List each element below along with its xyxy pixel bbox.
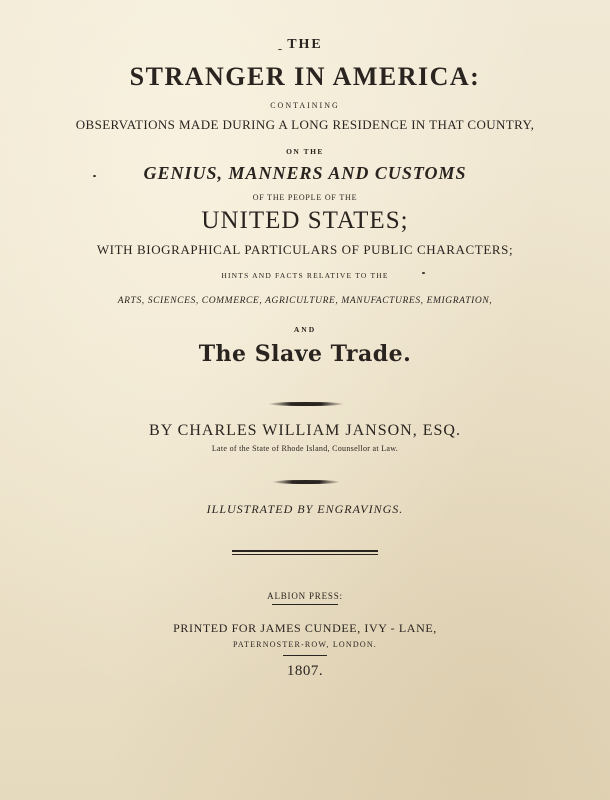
subtitle-biographical: WITH BIOGRAPHICAL PARTICULARS OF PUBLIC CHARACTERS;: [96, 242, 514, 257]
title-article: THE: [287, 37, 323, 52]
double-rule: [232, 550, 378, 555]
of-the-people-label: OF THE PEOPLE OF THE: [252, 193, 358, 202]
book-title: STRANGER IN AMERICA:: [129, 62, 481, 91]
printer-address: PATERNOSTER-ROW, LONDON.: [233, 640, 377, 649]
containing-label: CONTAINING: [270, 101, 340, 110]
united-states-heading: UNITED STATES;: [201, 207, 409, 234]
ornamental-rule-upper: [268, 402, 344, 406]
hints-label: HINTS AND FACTS RELATIVE TO THE: [221, 271, 389, 280]
author-note: Late of the State of Rhode Island, Counsellor at Law.: [211, 444, 399, 453]
paper-speck: [422, 272, 425, 274]
slave-trade-heading: The Slave Trade.: [198, 341, 412, 367]
printer-line: PRINTED FOR JAMES CUNDEE, IVY - LANE,: [173, 621, 437, 635]
subtitle-genius: GENIUS, MANNERS AND CUSTOMS: [143, 163, 467, 183]
year-rule: [283, 655, 327, 656]
paper-speck: [278, 49, 282, 50]
paper-speck: [93, 175, 96, 177]
and-label: AND: [293, 325, 317, 334]
press-name: ALBION PRESS:: [267, 591, 343, 601]
ornamental-rule-lower: [272, 480, 340, 484]
author-line: BY CHARLES WILLIAM JANSON, ESQ.: [149, 422, 461, 439]
subtitle-observations: OBSERVATIONS MADE DURING A LONG RESIDENCE IN THAT COUNTRY,: [75, 117, 535, 132]
subtitle-arts: ARTS, SCIENCES, COMMERCE, AGRICULTURE, MANUFACTURES, EMIGRATION,: [117, 296, 493, 306]
illustrated-line: ILLUSTRATED BY ENGRAVINGS.: [206, 502, 404, 516]
press-underline: [272, 604, 338, 605]
publication-year: 1807.: [286, 663, 324, 679]
on-the-label: ON THE: [286, 147, 324, 156]
